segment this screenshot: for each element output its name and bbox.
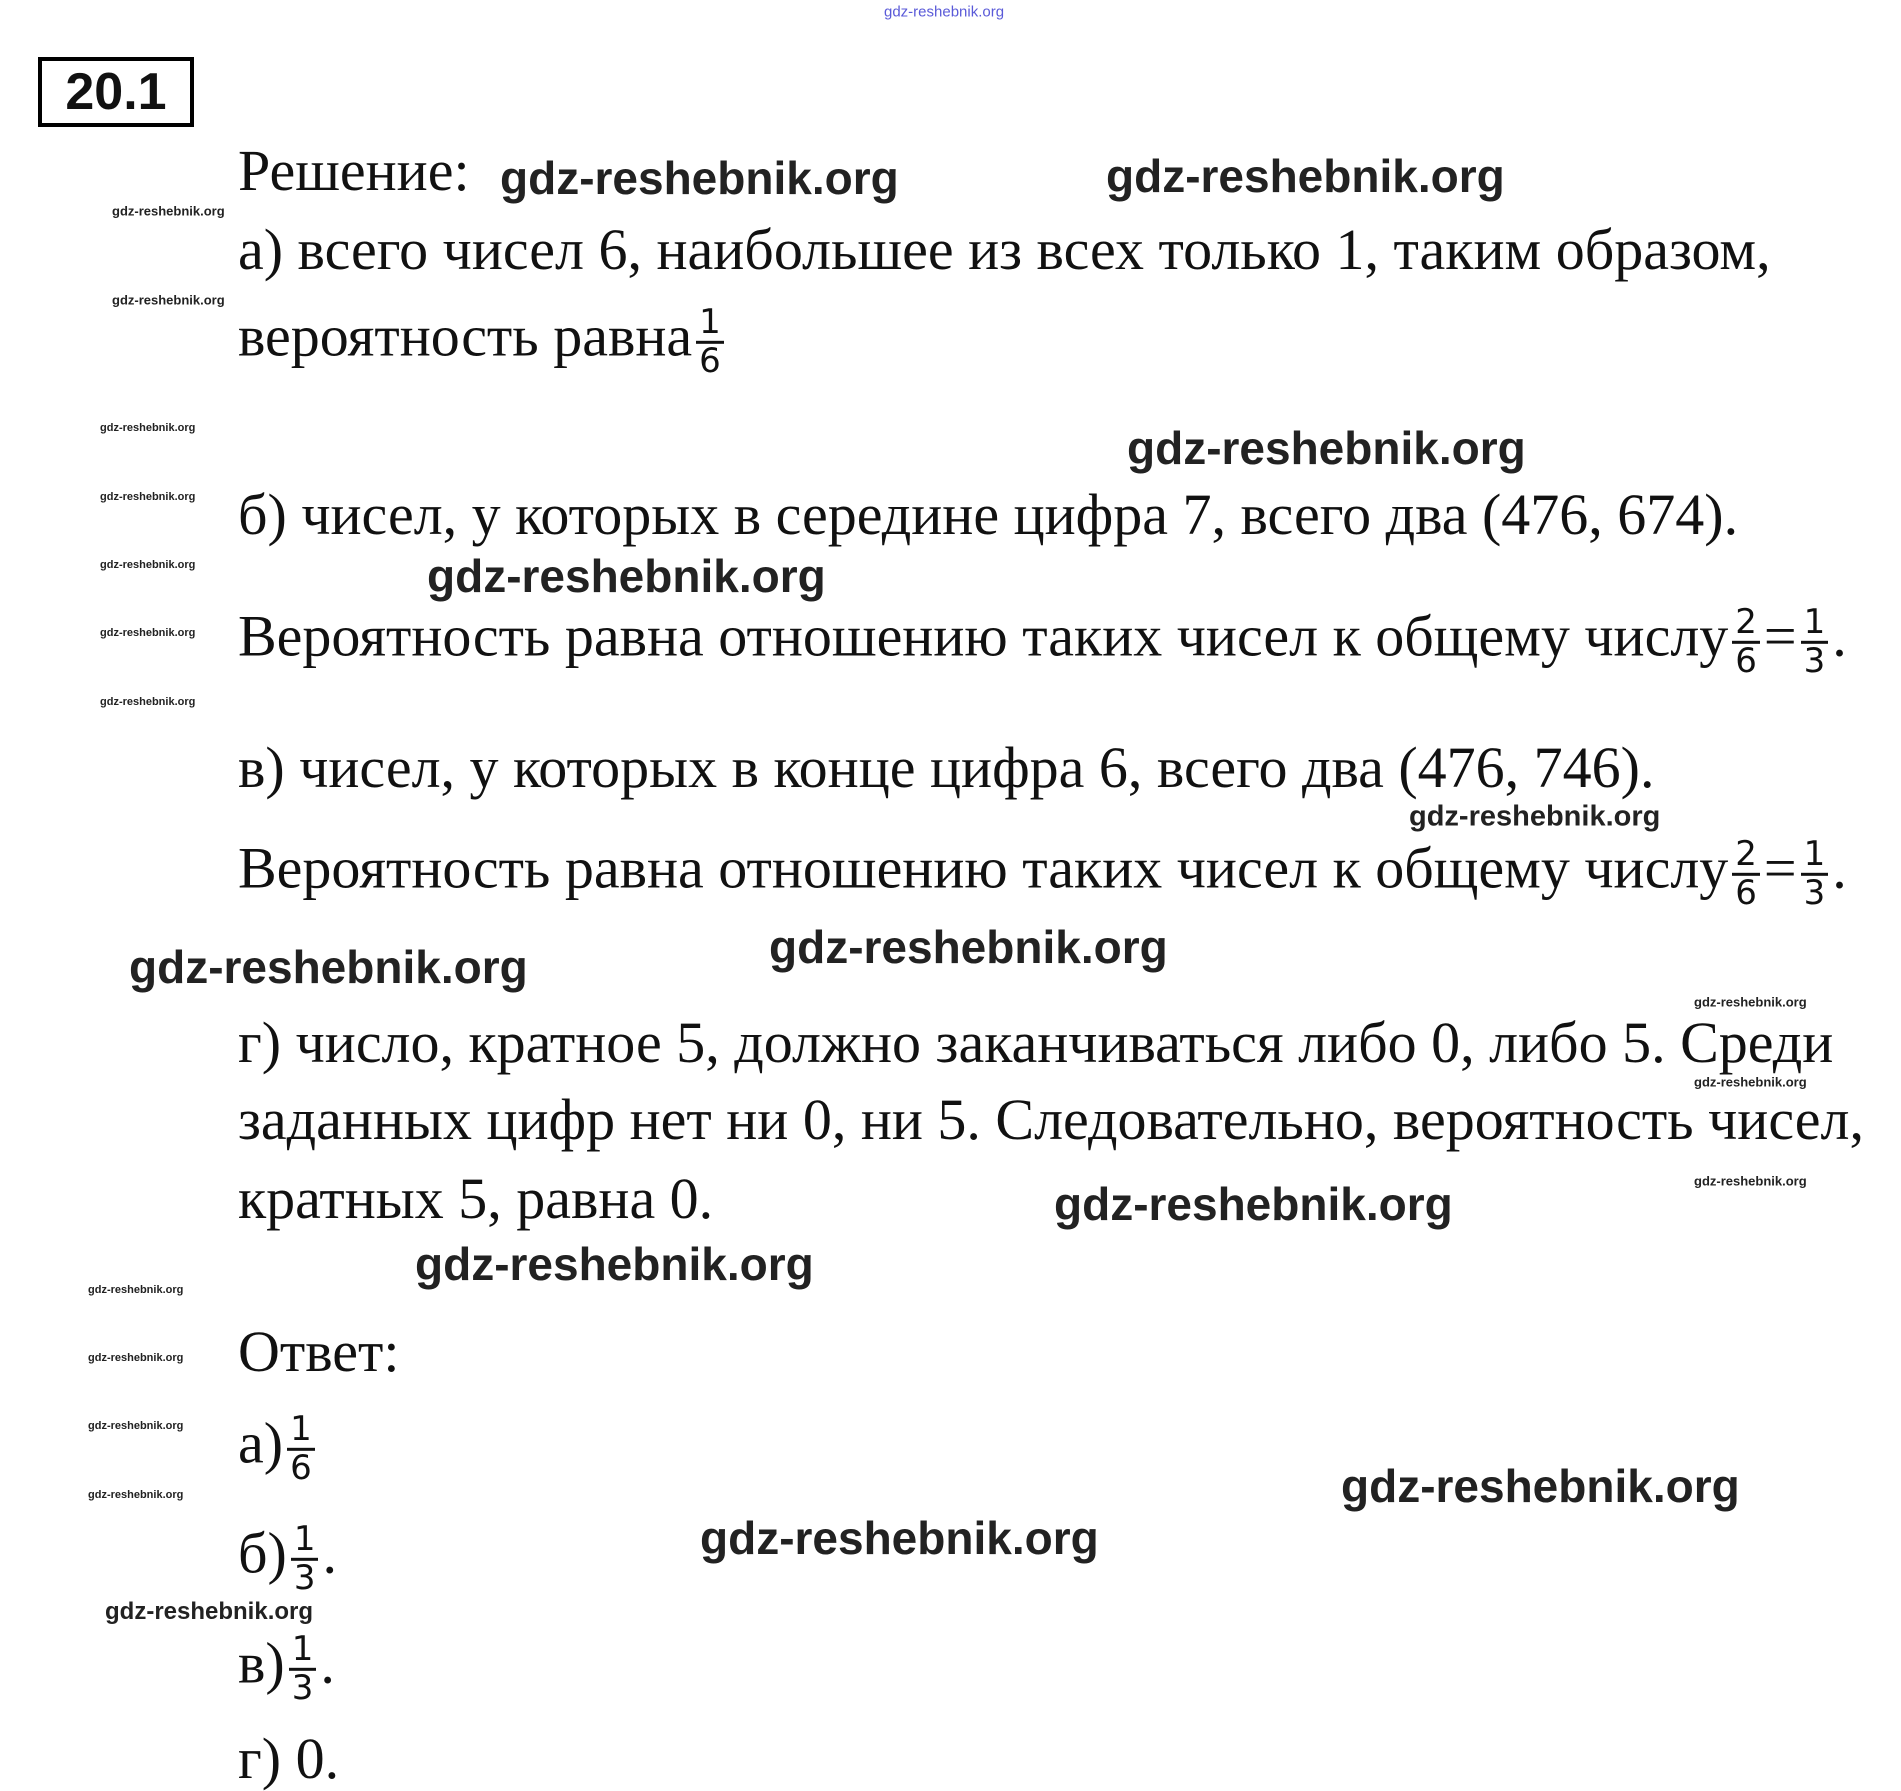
denominator: 3: [1803, 872, 1826, 913]
fraction: [1801, 833, 1829, 913]
fraction: [287, 1408, 315, 1488]
watermark: gdz-reshebnik.org: [100, 559, 196, 571]
numerator: 2: [1732, 837, 1760, 876]
denominator: 3: [293, 1557, 316, 1598]
watermark: gdz-reshebnik.org: [415, 1238, 814, 1290]
fraction: [291, 1518, 319, 1598]
fraction: [1732, 601, 1760, 681]
answer-heading: Ответ:: [238, 1319, 400, 1384]
watermark: gdz-reshebnik.org: [129, 941, 528, 993]
solution-g-line3: кратных 5, равна 0.: [238, 1166, 714, 1231]
watermark: gdz-reshebnik.org: [100, 696, 196, 708]
numerator: 1: [291, 1522, 319, 1561]
solution-g-line2: заданных цифр нет ни 0, ни 5. Следовательно, вероятность чисел,: [238, 1087, 1864, 1152]
answer-a: [238, 1408, 319, 1488]
watermark: gdz-reshebnik.org: [88, 1284, 184, 1296]
denominator: 3: [291, 1667, 314, 1708]
denominator: 6: [1735, 872, 1757, 913]
watermark: gdz-reshebnik.org: [700, 1512, 1099, 1564]
denominator: 6: [290, 1447, 312, 1488]
watermark: gdz-reshebnik.org: [100, 491, 196, 503]
watermark: gdz-reshebnik.org: [769, 921, 1168, 973]
watermark: gdz-reshebnik.org: [88, 1489, 184, 1501]
text: Вероятность равна отношению таких чисел к общему числу: [238, 603, 1729, 669]
watermark: gdz-reshebnik.org: [1694, 1173, 1807, 1189]
watermark: gdz-reshebnik.org: [112, 203, 225, 219]
label: б): [238, 1520, 287, 1586]
watermark: gdz-reshebnik.org: [105, 1598, 314, 1625]
fraction: [289, 1628, 317, 1708]
label: в): [238, 1630, 285, 1696]
watermark: gdz-reshebnik.org: [427, 550, 826, 602]
watermark: gdz-reshebnik.org: [1341, 1460, 1740, 1512]
fraction: [1732, 833, 1760, 913]
numerator: 1: [696, 305, 724, 344]
solution-v-line1: в) чисел, у которых в конце цифра 6, всего два (476, 746).: [238, 735, 1655, 800]
watermark: gdz-reshebnik.org: [112, 292, 225, 308]
denominator: 3: [1803, 640, 1826, 681]
solution-b-line1: б) чисел, у которых в середине цифра 7, всего два (476, 674).: [238, 482, 1739, 547]
watermark: gdz-reshebnik.org: [88, 1420, 184, 1432]
answer-v: [238, 1628, 335, 1708]
watermark: gdz-reshebnik.org: [1694, 1074, 1807, 1090]
numerator: 1: [289, 1632, 317, 1671]
solution-heading: Решение:: [238, 138, 470, 203]
answer-g: г) 0.: [238, 1726, 340, 1791]
numerator: 2: [1732, 605, 1760, 644]
watermark: gdz-reshebnik.org: [1054, 1178, 1453, 1230]
fraction: [696, 301, 724, 381]
fraction: [1801, 601, 1829, 681]
equals: =: [1763, 603, 1797, 669]
numerator: 1: [287, 1412, 315, 1451]
solution-a-line1: а) всего чисел 6, наибольшее из всех только 1, таким образом,: [238, 217, 1771, 282]
solution-b-line2: [238, 601, 1847, 681]
equals: =: [1763, 835, 1797, 901]
text: Вероятность равна отношению таких чисел к общему числу: [238, 835, 1729, 901]
solution-g-line1: г) число, кратное 5, должно заканчиваться либо 0, либо 5. Среди: [238, 1010, 1834, 1075]
problem-number: 20.1: [38, 57, 194, 127]
period: .: [320, 1630, 335, 1696]
watermark: gdz-reshebnik.org: [884, 3, 1005, 21]
watermark: gdz-reshebnik.org: [500, 152, 899, 204]
watermark: gdz-reshebnik.org: [1127, 422, 1526, 474]
watermark: gdz-reshebnik.org: [88, 1352, 184, 1364]
period: .: [1832, 603, 1847, 669]
label: а): [238, 1410, 284, 1476]
numerator: 1: [1801, 605, 1829, 644]
denominator: 6: [699, 340, 721, 381]
watermark: gdz-reshebnik.org: [100, 627, 196, 639]
answer-b: [238, 1518, 337, 1598]
numerator: 1: [1801, 837, 1829, 876]
solution-a-line2: [238, 301, 728, 381]
watermark: gdz-reshebnik.org: [100, 422, 196, 434]
watermark: gdz-reshebnik.org: [1409, 800, 1661, 833]
denominator: 6: [1735, 640, 1757, 681]
watermark: gdz-reshebnik.org: [1694, 994, 1807, 1010]
solution-v-line2: [238, 833, 1847, 913]
period: .: [1832, 835, 1847, 901]
period: .: [322, 1520, 337, 1586]
watermark: gdz-reshebnik.org: [1106, 150, 1505, 202]
text: вероятность равна: [238, 303, 693, 369]
